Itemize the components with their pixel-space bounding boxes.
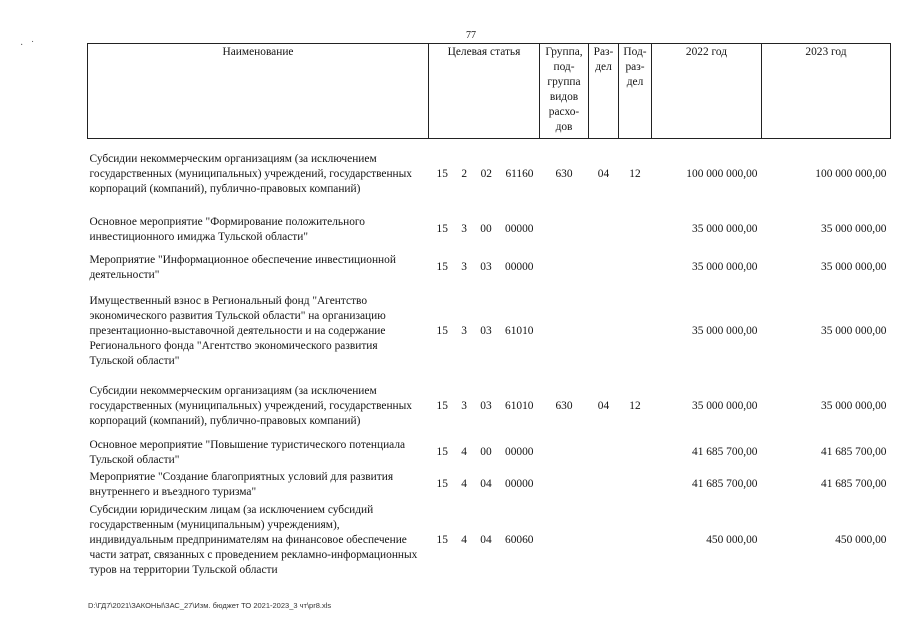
header-year-2022: 2022 год — [652, 44, 762, 139]
row-section — [589, 501, 619, 581]
row-subsection: 12 — [629, 168, 641, 181]
target-code-part: 00000 — [505, 261, 534, 273]
row-expense-group — [540, 469, 589, 501]
header-group: Группа, под- группа видов расхо- дов — [540, 44, 589, 139]
target-code-part: 04 — [480, 478, 492, 490]
row-name: Имущественный взнос в Региональный фонд "Агентство экономического развития Тульской области" на организацию презентационно-выставочной деятельности и на содержание Регионального фонда "Агентство экономического развития Тульской области" — [89, 295, 386, 367]
header-target: Целевая статья — [429, 44, 540, 139]
target-code-part: 02 — [480, 168, 492, 181]
row-name: Субсидии некоммерческим организациям (за исключением государственных (муниципальных) учреждений, государственных корпораций (компаний), публично-правовых компаний) — [89, 153, 412, 196]
target-code-part: 15 — [436, 261, 448, 273]
table-header-row — [88, 44, 891, 139]
target-code-part: 00 — [480, 223, 492, 235]
target-code-part: 15 — [436, 446, 448, 458]
row-section — [589, 437, 619, 469]
file-path: D:\ГД7\2021\ЗАКОНЫ\ЗАС_27\Изм. бюджет ТО 2021-2023_3 чт\pr8.xls — [88, 601, 332, 610]
row-subsection — [619, 437, 652, 469]
target-code-part: 3 — [461, 261, 467, 273]
row-expense-group — [540, 211, 589, 249]
target-code-part: 3 — [461, 223, 467, 235]
row-expense-group — [540, 437, 589, 469]
row-name: Основное мероприятие "Повышение туристического потенциала Тульской области" — [89, 438, 406, 466]
row-name: Основное мероприятие "Формирование положительного инвестиционного имиджа Тульской области" — [89, 215, 365, 243]
row-amount-2023: 35 000 000,00 — [821, 261, 887, 273]
row-name: Мероприятие "Создание благоприятных условий для развития внутреннего и въездного туризма" — [89, 470, 394, 498]
header-section: Раз- дел — [589, 44, 619, 139]
row-amount-2022: 100 000 000,00 — [686, 168, 758, 181]
row-amount-2022: 450 000,00 — [706, 534, 758, 546]
row-target-code — [429, 287, 540, 377]
row-subsection — [619, 501, 652, 581]
row-target-code — [429, 249, 540, 287]
row-subsection: 12 — [629, 400, 641, 412]
scan-mark: · ˙ — [20, 40, 35, 51]
target-code-part: 2 — [461, 168, 468, 181]
row-amount-2022: 35 000 000,00 — [692, 400, 758, 412]
row-amount-2023: 35 000 000,00 — [821, 400, 887, 412]
row-name: Субсидии юридическим лицам (за исключением субсидий государственным (муниципальным) учреждениям), индивидуальным предпринимателям на финансовое обеспечение части затрат, связанных с проведением рекламно-информационных туров на территории Тульской области — [89, 504, 418, 576]
target-code-part: 00 — [480, 446, 492, 458]
row-amount-2023: 450 000,00 — [835, 534, 887, 546]
row-expense-group — [540, 501, 589, 581]
target-code-part: 4 — [461, 478, 467, 490]
row-target-code — [429, 437, 540, 469]
target-code-part: 61010 — [505, 325, 534, 337]
target-code-part: 15 — [436, 223, 448, 235]
row-expense-group — [540, 249, 589, 287]
row-amount-2023: 35 000 000,00 — [821, 325, 887, 337]
target-code-part: 15 — [436, 534, 448, 546]
target-code-part: 15 — [436, 478, 448, 490]
header-name: Наименование — [88, 44, 429, 139]
row-expense-group: 630 — [555, 400, 573, 412]
row-amount-2023: 100 000 000,00 — [815, 168, 887, 181]
row-section: 04 — [597, 400, 610, 412]
row-subsection — [619, 287, 652, 377]
target-code-part: 15 — [436, 325, 448, 337]
target-code-part: 00000 — [505, 446, 534, 458]
row-section — [589, 469, 619, 501]
target-code-part: 60060 — [505, 534, 534, 546]
target-code-part: 3 — [461, 325, 467, 337]
target-code-part: 3 — [461, 400, 467, 412]
table-row — [88, 287, 891, 377]
row-section: 04 — [597, 168, 610, 181]
row-name: Субсидии некоммерческим организациям (за исключением государственных (муниципальных) учреждений, государственных корпораций (компаний), публично-правовых компаний) — [89, 385, 412, 427]
row-section — [589, 249, 619, 287]
row-amount-2023: 35 000 000,00 — [821, 223, 887, 235]
row-section — [589, 211, 619, 249]
table-row — [88, 501, 891, 581]
target-code-part: 00000 — [505, 478, 534, 490]
row-subsection — [619, 211, 652, 249]
target-code-part: 61010 — [505, 400, 534, 412]
target-code-part: 4 — [461, 534, 467, 546]
row-expense-group: 630 — [555, 168, 573, 181]
table-row — [88, 469, 891, 501]
target-code-part: 4 — [461, 446, 467, 458]
row-target-code — [429, 211, 540, 249]
table-row — [88, 437, 891, 469]
header-subsection: Под- раз- дел — [619, 44, 652, 139]
target-code-part: 15 — [436, 168, 448, 181]
row-section — [589, 287, 619, 377]
row-expense-group — [540, 287, 589, 377]
row-subsection — [619, 469, 652, 501]
row-amount-2022: 41 685 700,00 — [692, 478, 758, 490]
target-code-part: 03 — [480, 400, 492, 412]
row-target-code — [429, 469, 540, 501]
budget-table — [87, 43, 891, 581]
table-row — [88, 211, 891, 249]
row-amount-2022: 35 000 000,00 — [692, 325, 758, 337]
row-amount-2022: 35 000 000,00 — [692, 223, 758, 235]
row-amount-2023: 41 685 700,00 — [821, 446, 887, 458]
row-target-code — [429, 139, 540, 211]
row-target-code — [429, 377, 540, 437]
target-code-part: 03 — [480, 325, 492, 337]
table-row — [88, 139, 891, 211]
row-amount-2022: 41 685 700,00 — [692, 446, 758, 458]
row-target-code — [429, 501, 540, 581]
target-code-part: 00000 — [505, 223, 534, 235]
page-number: 77 — [466, 30, 476, 41]
row-amount-2022: 35 000 000,00 — [692, 261, 758, 273]
target-code-part: 15 — [436, 400, 448, 412]
target-code-part: 03 — [480, 261, 492, 273]
row-amount-2023: 41 685 700,00 — [821, 478, 887, 490]
target-code-part: 04 — [480, 534, 492, 546]
header-year-2023: 2023 год — [762, 44, 891, 139]
table-row — [88, 249, 891, 287]
row-name: Мероприятие "Информационное обеспечение инвестиционной деятельности" — [89, 253, 396, 281]
row-subsection — [619, 249, 652, 287]
table-row — [88, 377, 891, 437]
target-code-part: 61160 — [505, 168, 534, 181]
